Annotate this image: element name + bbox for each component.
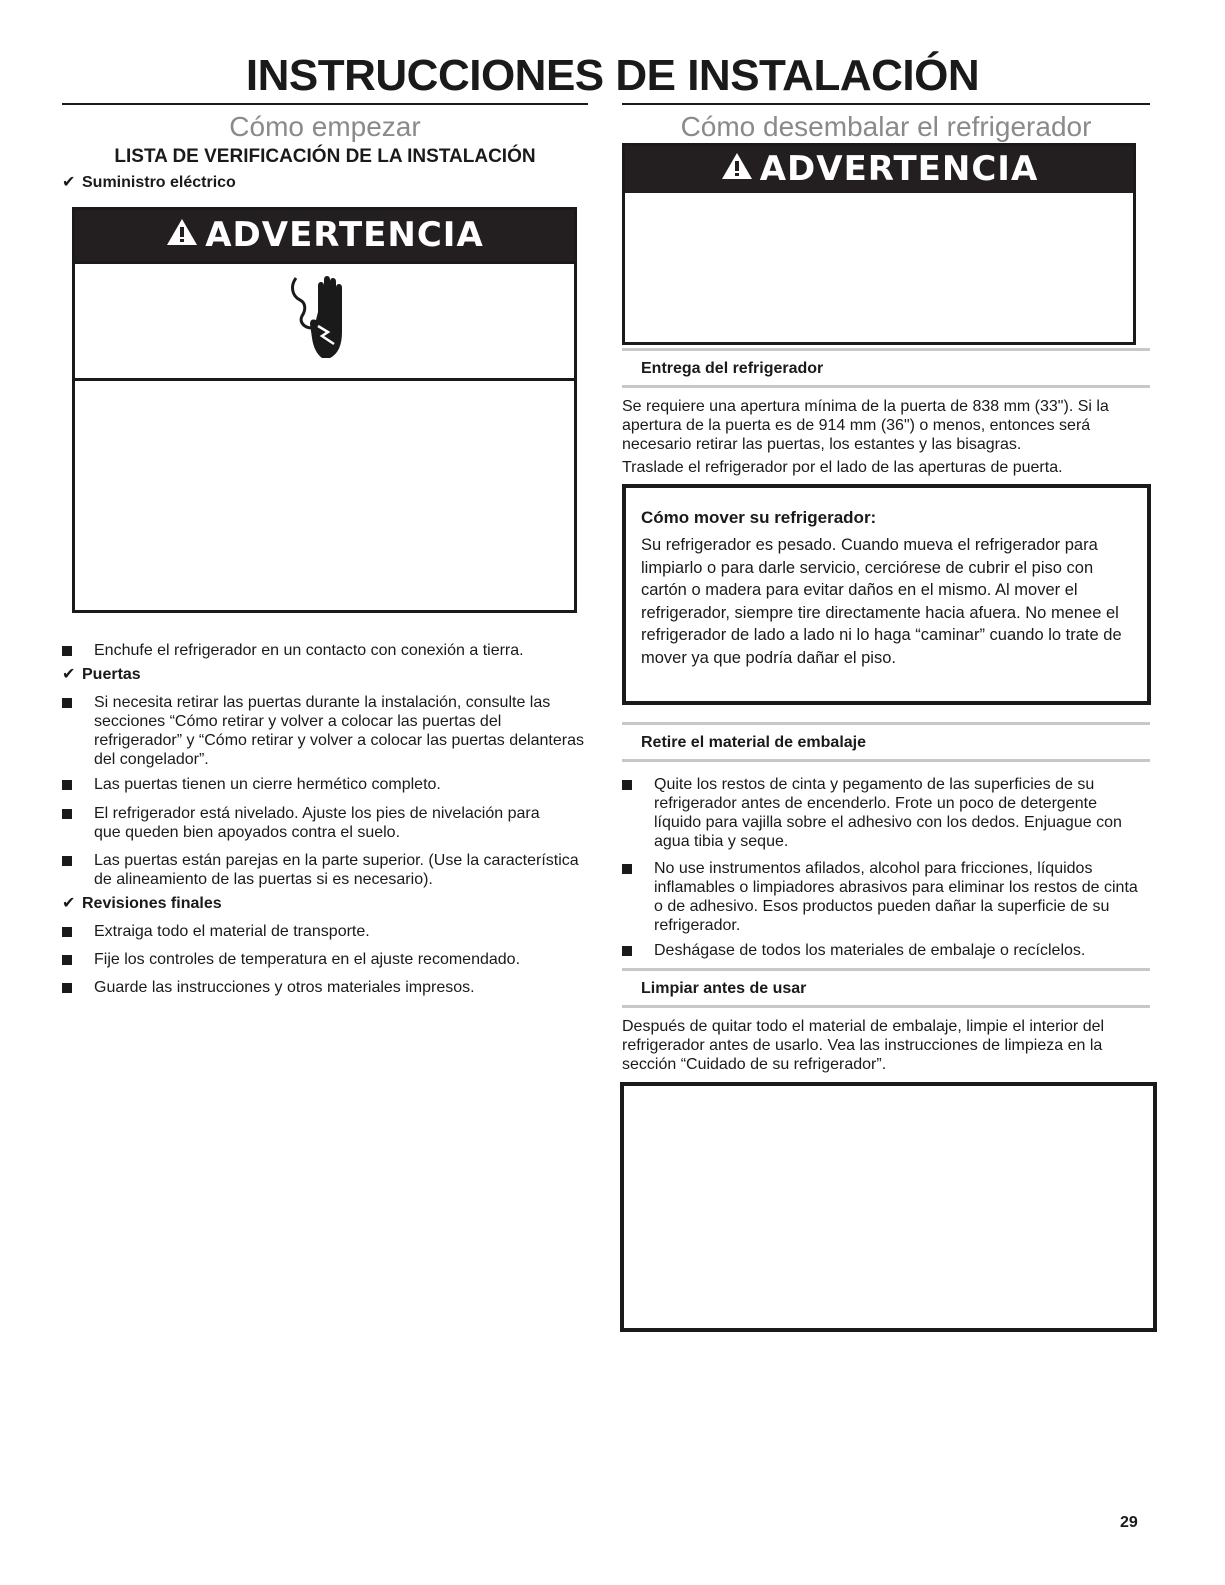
page-number: 29 [1120, 1514, 1138, 1531]
bullet-square-icon [62, 698, 72, 708]
warning-header [625, 146, 1133, 193]
warning-box-unpack [622, 143, 1136, 345]
check-heading-label: Revisiones finales [82, 895, 222, 912]
warning-triangle-icon [720, 147, 754, 194]
subheading-clean: Limpiar antes de usar [641, 980, 807, 997]
title-rule-right [622, 103, 1150, 105]
moving-text: Su refrigerador es pesado. Cuando mueva el refrigerador para limpiarlo o para darle servicio, cerciórese de cubrir el piso con cartón o madera para evitar daños en el mismo. Al mover el refrigerador, siempre tire directamente hacia afuera. No menee el refrigerador de lado a lado ni lo haga “caminar” cuando lo trate de mover ya que podría dañar el piso. [641, 536, 1122, 667]
delivery-text-2: Traslade el refrigerador por el lado de las aperturas de puerta. [622, 459, 1063, 476]
check-heading-doors [62, 664, 141, 684]
check-heading-electrical [62, 172, 236, 192]
warning-header [75, 210, 574, 261]
bullet-square-icon [62, 646, 72, 656]
check-heading-final [62, 893, 222, 913]
section-title-start: Cómo empezar [229, 111, 421, 142]
section-title-unpack: Cómo desembalar el refrigerador [680, 111, 1092, 142]
check-heading-label: Suministro eléctrico [82, 174, 236, 191]
bullet-square-icon [622, 946, 632, 956]
warning-label: ADVERTENCIA [759, 149, 1039, 189]
checkmark-icon: ✔ [62, 895, 76, 912]
notice-box-empty [620, 1082, 1157, 1332]
subheading-delivery: Entrega del refrigerador [641, 360, 824, 377]
electrical-shock-hand-icon [288, 272, 358, 369]
section-rule [622, 968, 1150, 971]
bullet-square-icon [62, 983, 72, 993]
section-rule [622, 722, 1150, 725]
checklist-title: LISTA DE VERIFICACIÓN DE LA INSTALACIÓN [114, 146, 536, 167]
bullet-square-icon [62, 955, 72, 965]
bullet-square-icon [62, 856, 72, 866]
section-rule [622, 759, 1150, 762]
warning-body [75, 378, 574, 381]
checkmark-icon: ✔ [62, 666, 76, 683]
bullet-square-icon [622, 780, 632, 790]
warning-box-electrical [72, 207, 577, 613]
bullet-square-icon [62, 809, 72, 819]
bullet-square-icon [62, 780, 72, 790]
warning-label: ADVERTENCIA [205, 215, 484, 255]
bullet-square-icon [62, 927, 72, 937]
section-rule [622, 1005, 1150, 1008]
checkmark-icon: ✔ [62, 174, 76, 191]
section-rule [622, 348, 1150, 351]
subheading-packing: Retire el material de embalaje [641, 734, 866, 751]
section-rule [622, 385, 1150, 388]
check-heading-label: Puertas [82, 666, 141, 683]
page-title: INSTRUCCIONES DE INSTALACIÓN [245, 51, 980, 100]
title-rule-left [62, 103, 588, 105]
clean-text: Después de quitar todo el material de embalaje, limpie el interior del refrigerador antes de usarlo. Vea las instrucciones de limpieza en la sección “Cuidado de su refrigerador”. [622, 1018, 1105, 1073]
bullet-square-icon [622, 864, 632, 874]
delivery-text: Se requiere una apertura mínima de la puerta de 838 mm (33"). Si la apertura de la puerta es de 914 mm (36") o menos, entonces será necesario retirar las puertas, los estantes y las bisagras. [622, 398, 1109, 453]
warning-triangle-icon [165, 211, 199, 262]
moving-title: Cómo mover su refrigerador: [641, 508, 877, 527]
moving-notice-box [622, 484, 1151, 705]
shock-hazard-panel [75, 261, 574, 378]
